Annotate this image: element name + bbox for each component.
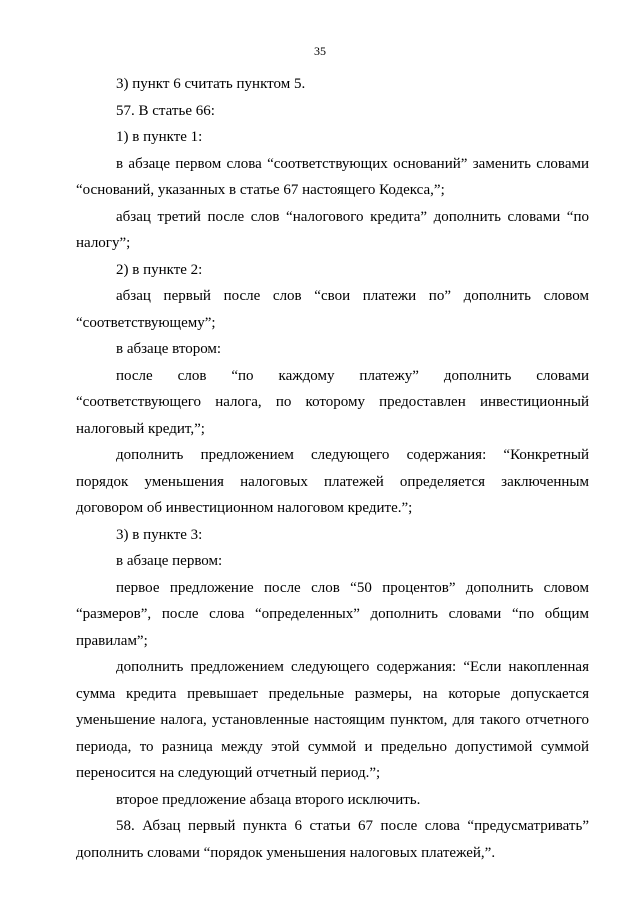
paragraph: в абзаце первом:: [116, 553, 223, 569]
paragraph: в абзаце первом слова “соответствующих оснований” заменить словами “оснований, указанных в статье 67 настоящего Кодекса,”;: [76, 155, 589, 198]
document-body: [76, 71, 589, 866]
paragraph: 57. В статье 66:: [116, 102, 215, 119]
paragraph: 58. Абзац первый пункта 6 статьи 67 после слова “предусматривать” дополнить словами “порядок уменьшения налоговых платежей,”.: [76, 818, 589, 861]
paragraph: второе предложение абзаца второго исключить.: [116, 791, 421, 808]
paragraph: первое предложение после слов “50 процентов” дополнить словом “размеров”, после слова “определенных” дополнить словами “по общим правилам”;: [76, 579, 589, 649]
paragraph: дополнить предложением следующего содержания: “Конкретный порядок уменьшения налоговых платежей определяется заключенным договором об инвестиционном налоговом кредите.”;: [76, 447, 589, 516]
paragraph: 1) в пункте 1:: [116, 129, 203, 145]
paragraph: 3) в пункте 3:: [116, 526, 203, 543]
paragraph: дополнить предложением следующего содержания: “Если накопленная сумма кредита превышает предельные размеры, на которые допускается уменьшение налога, установленные настоящим пунктом, для такого отчетного периода, то разница между этой суммой и предельно допустимой суммой переносится на следующий отчетный период.”;: [76, 659, 589, 781]
paragraph: после слов “по каждому платежу” дополнить словами “соответствующего налога, по которому предоставлен инвестиционный налоговый кредит,”;: [76, 367, 589, 437]
paragraph: абзац третий после слов “налогового кредита” дополнить словами “по налогу”;: [76, 208, 589, 251]
paragraph: в абзаце втором:: [116, 341, 222, 357]
page-number: 35: [314, 44, 326, 58]
paragraph: 2) в пункте 2:: [116, 261, 203, 278]
paragraph: 3) пункт 6 считать пунктом 5.: [116, 76, 306, 92]
paragraph: абзац первый после слов “свои платежи по” дополнить словом “соответствующему”;: [76, 288, 589, 331]
